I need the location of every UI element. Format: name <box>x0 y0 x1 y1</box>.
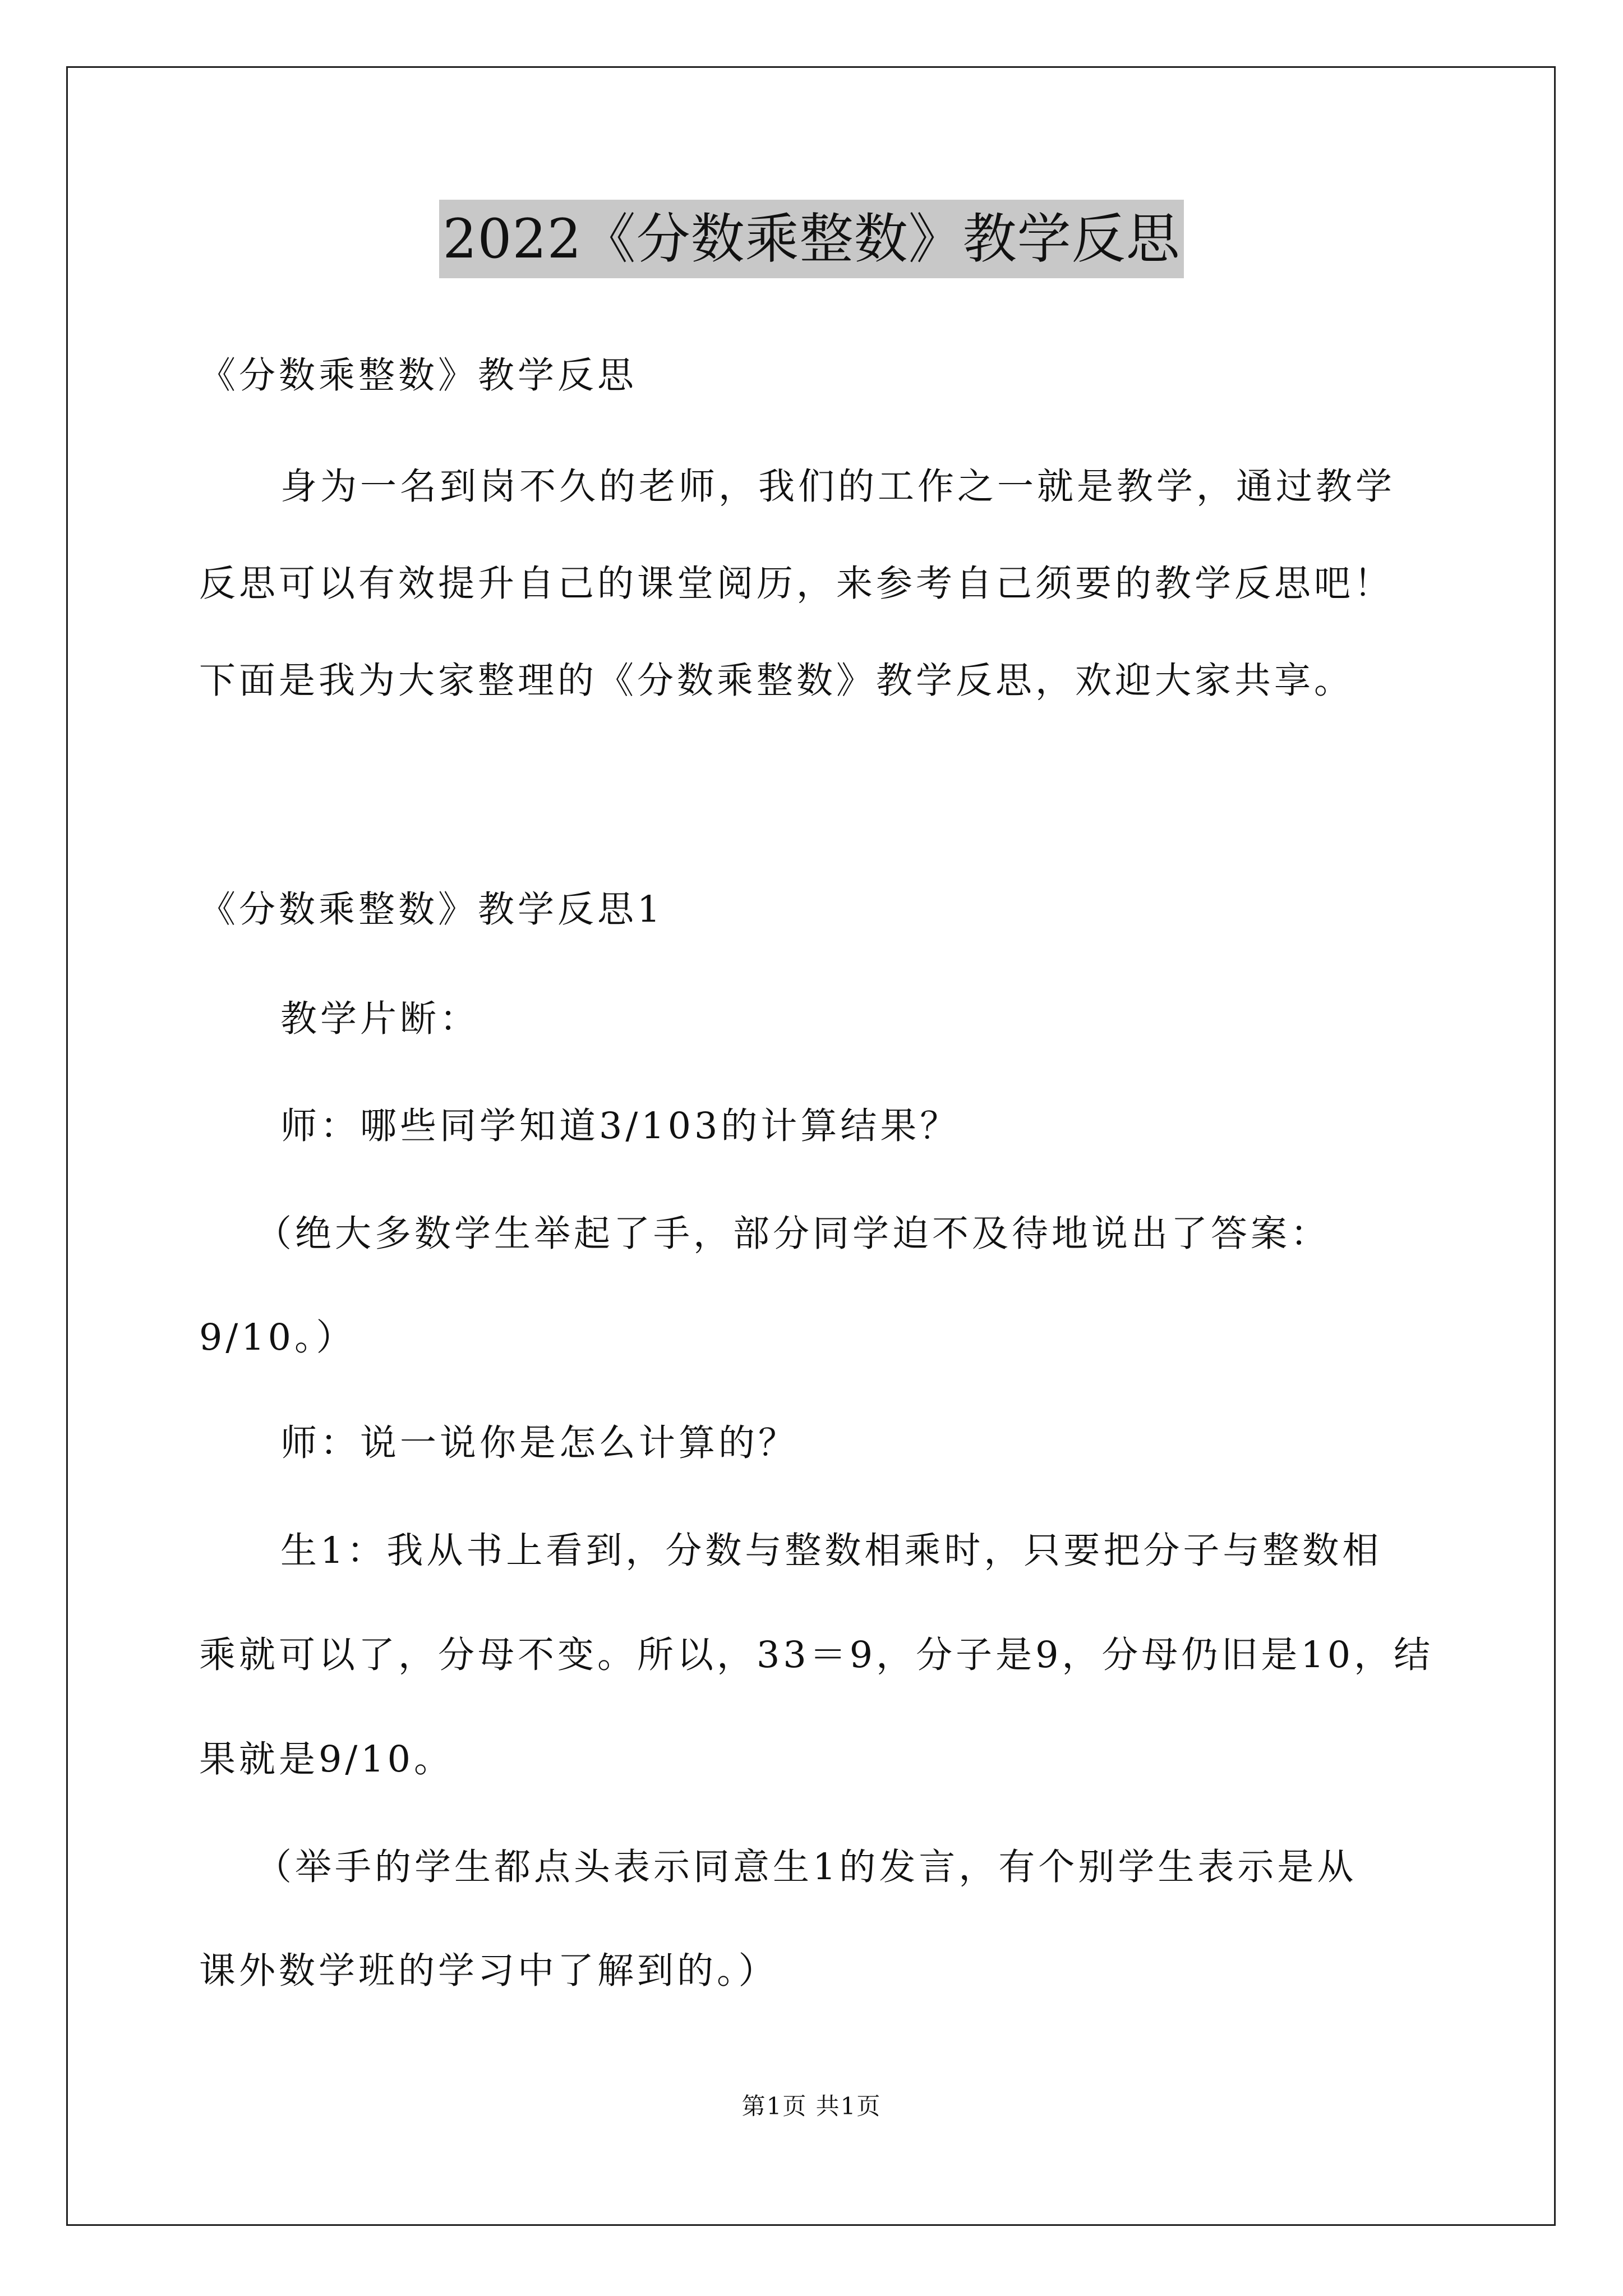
body-line: 乘就可以了，分母不变。所以，33＝9，分子是9，分母仍旧是10，结 <box>199 1634 1434 1676</box>
body-line: 课外数学班的学习中了解到的。） <box>199 1950 778 1992</box>
intro-line-3: 下面是我为大家整理的《分数乘整数》教学反思，欢迎大家共享。 <box>199 660 1354 702</box>
intro-line-1: 身为一名到岗不久的老师，我们的工作之一就是教学，通过教学 <box>280 466 1396 508</box>
document-title: 2022《分数乘整数》教学反思 <box>439 200 1183 278</box>
intro-line-2: 反思可以有效提升自己的课堂阅历，来参考自己须要的教学反思吧！ <box>199 563 1394 605</box>
body-line: 9/10。） <box>199 1317 356 1359</box>
section-heading: 《分数乘整数》教学反思1 <box>199 889 664 931</box>
subtitle-line: 《分数乘整数》教学反思 <box>199 355 638 397</box>
body-line: 师：说一说你是怎么计算的？ <box>280 1422 799 1464</box>
body-line: （绝大多数学生举起了手，部分同学迫不及待地说出了答案： <box>255 1213 1331 1255</box>
body-line: （举手的学生都点头表示同意生1的发言，有个别学生表示是从 <box>255 1846 1357 1888</box>
title-wrap <box>0 200 1623 278</box>
page-footer: 第1页 共1页 <box>741 2092 882 2120</box>
body-line: 教学片断： <box>280 998 480 1040</box>
body-line: 生1：我从书上看到，分数与整数相乘时，只要把分子与整数相 <box>280 1530 1382 1572</box>
body-line: 果就是9/10。 <box>199 1738 454 1780</box>
body-line: 师：哪些同学知道3/103的计算结果？ <box>280 1105 960 1147</box>
